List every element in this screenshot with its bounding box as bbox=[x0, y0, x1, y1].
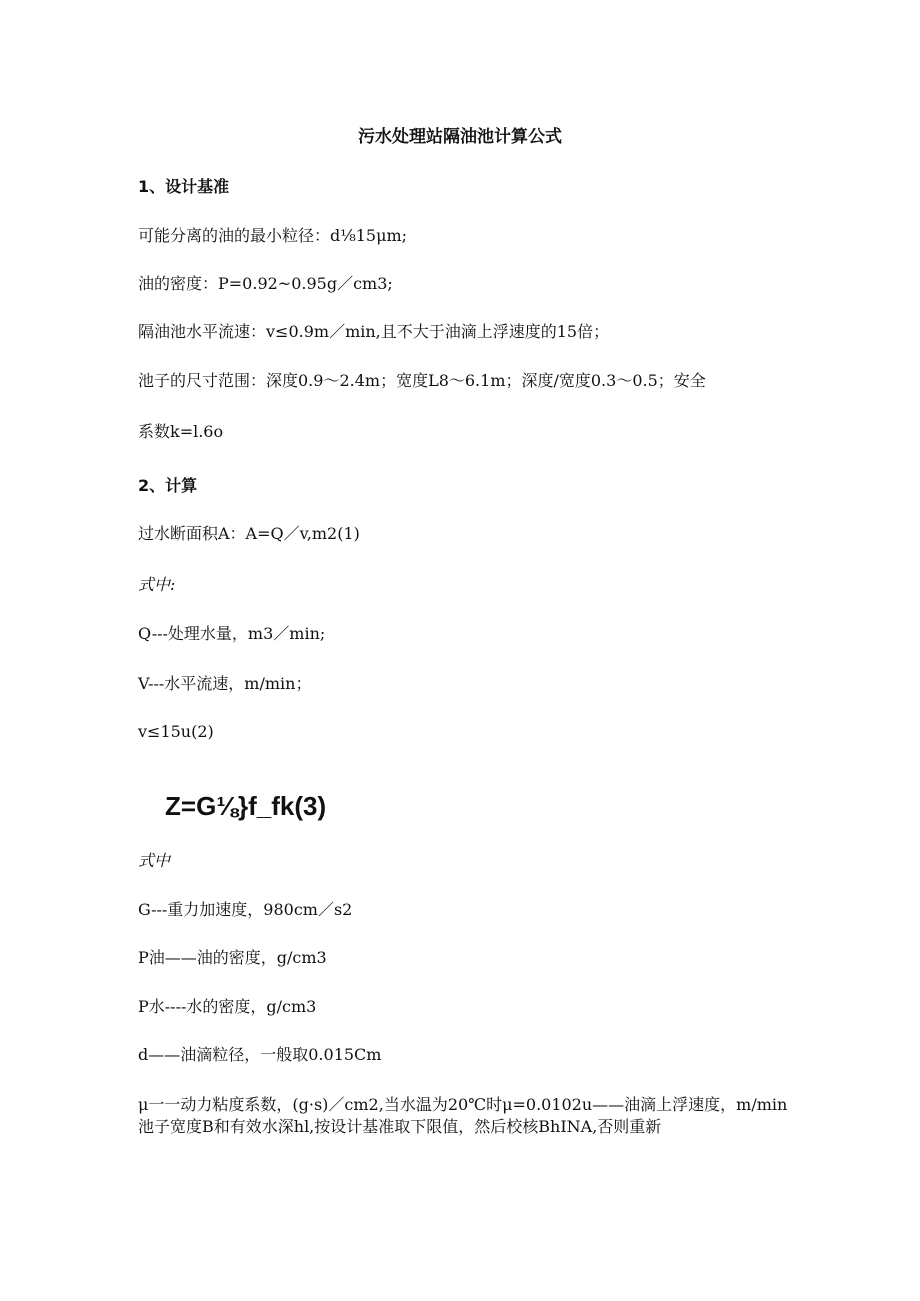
document-title: 污水处理站隔油池计算公式 bbox=[358, 127, 562, 147]
formula: Z=G⅛}f_fk(3) bbox=[165, 791, 327, 821]
definition-line: d——油滴粒径，一般取0.015Cm bbox=[138, 1045, 382, 1064]
text-line: Q---处理水量，m3／min; bbox=[138, 624, 326, 643]
definition-line: P水----水的密度，g/cm3 bbox=[138, 997, 317, 1016]
text-line: 系数k=l.6o bbox=[138, 422, 224, 441]
text-line: 过水断面积A：A=Q／v,m2(1) bbox=[138, 524, 360, 543]
section-heading-design-basis: 1、设计基准 bbox=[138, 177, 230, 196]
text-line: 油的密度：P=0.92~0.95g／cm3; bbox=[138, 274, 393, 293]
closing-paragraph: μ一一动力粘度系数，(g·s)／cm2,当水温为20℃时μ=0.0102u——油滴上浮速度，m/min池子宽度B和有效水深hl,按设计基准取下限值，然后校核BhINA,否则重新 bbox=[138, 1095, 788, 1136]
where-label: 式中 bbox=[138, 851, 171, 870]
text-line: v≤15u(2) bbox=[138, 722, 214, 741]
section-heading-calculation: 2、计算 bbox=[138, 476, 198, 495]
text-line: V---水平流速，m/min； bbox=[138, 674, 312, 693]
text-line: 可能分离的油的最小粒径：d⅛15μm; bbox=[138, 226, 408, 245]
definition-line: G---重力加速度，980cm／s2 bbox=[138, 900, 353, 919]
text-line: 隔油池水平流速：v≤0.9m／min,且不大于油滴上浮速度的15倍； bbox=[138, 322, 610, 341]
definition-line: P油——油的密度，g/cm3 bbox=[138, 948, 327, 967]
where-label: 式中: bbox=[138, 575, 176, 594]
text-line: 池子的尺寸范围：深度0.9～2.4m；宽度L8～6.1m；深度/宽度0.3～0.5；安全 bbox=[138, 371, 706, 390]
